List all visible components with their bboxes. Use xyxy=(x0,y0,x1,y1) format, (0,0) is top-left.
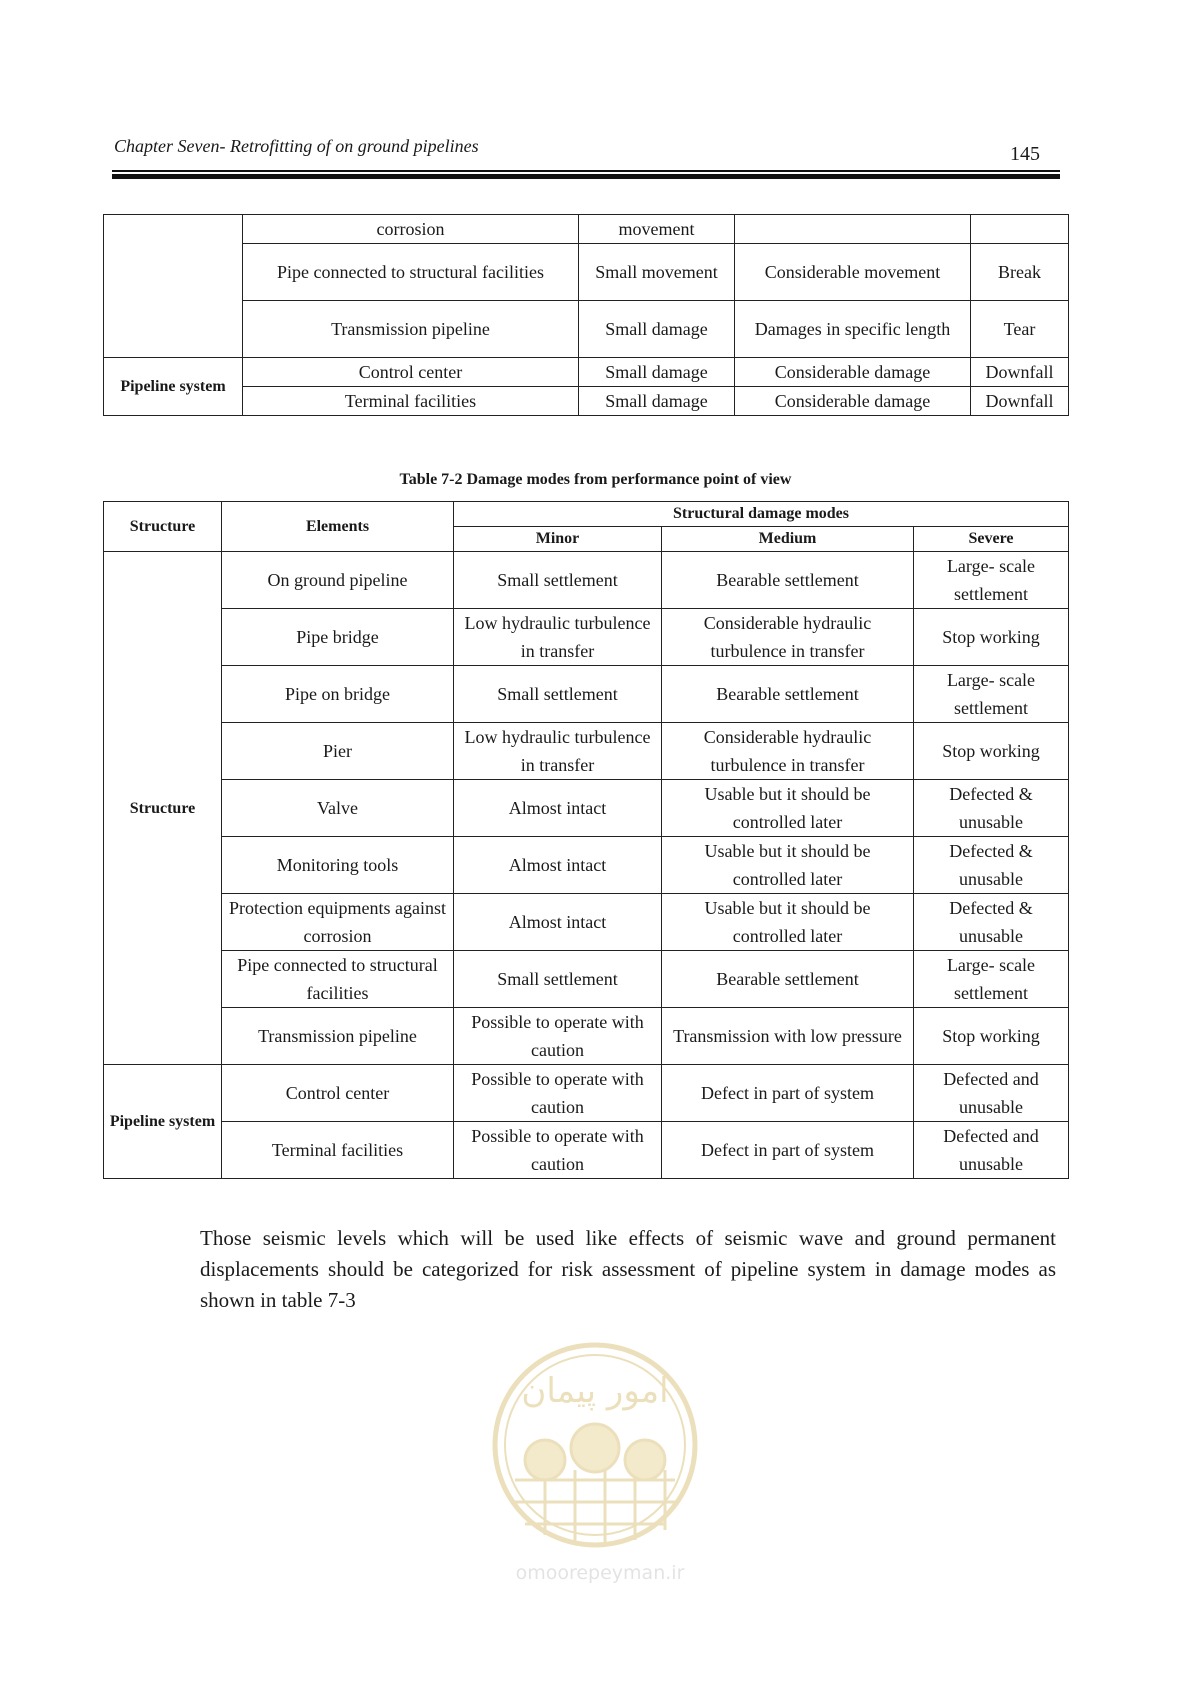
severe-cell: Stop working xyxy=(914,609,1069,666)
medium-cell: Damages in specific length xyxy=(735,301,971,358)
severe-cell: Defected and unusable xyxy=(914,1122,1069,1179)
table-row xyxy=(104,358,1069,387)
medium-cell: Considerable damage xyxy=(735,358,971,387)
table-row xyxy=(104,387,1069,416)
element-cell: Monitoring tools xyxy=(222,837,454,894)
group-cell-empty xyxy=(104,215,243,358)
table-row xyxy=(104,780,1069,837)
medium-cell: Bearable settlement xyxy=(662,951,914,1008)
header-medium: Medium xyxy=(662,527,914,552)
header-rule-thin xyxy=(112,170,1060,172)
table-row xyxy=(104,951,1069,1008)
table-caption: Table 7-2 Damage modes from performance point of view xyxy=(399,471,792,488)
medium-cell: Considerable hydraulic turbulence in transfer xyxy=(662,723,914,780)
group-cell-structure: Structure xyxy=(104,552,222,1065)
seal-icon xyxy=(475,1330,725,1560)
element-cell: Pipe on bridge xyxy=(222,666,454,723)
medium-cell: Defect in part of system xyxy=(662,1122,914,1179)
medium-cell: Usable but it should be controlled later xyxy=(662,780,914,837)
table-row xyxy=(104,215,1069,244)
severe-cell: Large- scale settlement xyxy=(914,666,1069,723)
element-cell: Pipe bridge xyxy=(222,609,454,666)
table-header-row xyxy=(104,502,1069,527)
table-7-2 xyxy=(103,501,1069,1179)
minor-cell: Small settlement xyxy=(454,951,662,1008)
medium-cell: Bearable settlement xyxy=(662,666,914,723)
running-header: Chapter Seven- Retrofitting of on ground pipelines xyxy=(114,136,479,156)
table-row xyxy=(104,1008,1069,1065)
group-cell-pipeline-system: Pipeline system xyxy=(104,1065,222,1179)
minor-cell: Possible to operate with caution xyxy=(454,1122,662,1179)
medium-cell: Considerable movement xyxy=(735,244,971,301)
table-row xyxy=(104,1065,1069,1122)
table-row xyxy=(104,837,1069,894)
table-row xyxy=(104,552,1069,609)
element-cell: Terminal facilities xyxy=(243,387,579,416)
severe-cell: Large- scale settlement xyxy=(914,552,1069,609)
medium-cell: Bearable settlement xyxy=(662,552,914,609)
minor-cell: Small settlement xyxy=(454,552,662,609)
seal-text: امور پیمان xyxy=(521,1371,669,1411)
header-damage-modes: Structural damage modes xyxy=(454,502,1069,527)
page-number: 145 xyxy=(1010,143,1040,165)
severe-cell: Defected & unusable xyxy=(914,837,1069,894)
severe-cell: Defected and unusable xyxy=(914,1065,1069,1122)
header-structure: Structure xyxy=(104,502,222,552)
medium-cell: Defect in part of system xyxy=(662,1065,914,1122)
minor-cell: Almost intact xyxy=(454,894,662,951)
header-severe: Severe xyxy=(914,527,1069,552)
element-cell: Terminal facilities xyxy=(222,1122,454,1179)
medium-cell: Usable but it should be controlled later xyxy=(662,837,914,894)
table-row xyxy=(104,301,1069,358)
element-cell: Control center xyxy=(222,1065,454,1122)
table-7-1-continued xyxy=(103,214,1069,416)
header-elements: Elements xyxy=(222,502,454,552)
minor-cell: Small movement xyxy=(579,244,735,301)
severe-cell: Stop working xyxy=(914,723,1069,780)
minor-cell: Small damage xyxy=(579,301,735,358)
severe-cell: Break xyxy=(971,244,1069,301)
table-row xyxy=(104,723,1069,780)
severe-cell: Stop working xyxy=(914,1008,1069,1065)
medium-cell: Usable but it should be controlled later xyxy=(662,894,914,951)
minor-cell: Small settlement xyxy=(454,666,662,723)
minor-cell: movement xyxy=(579,215,735,244)
table-row xyxy=(104,244,1069,301)
element-cell: Pipe connected to structural facilities xyxy=(222,951,454,1008)
element-cell: Pipe connected to structural facilities xyxy=(243,244,579,301)
header-rule-thick xyxy=(112,174,1060,179)
table-row xyxy=(104,894,1069,951)
medium-cell xyxy=(735,215,971,244)
severe-cell: Defected & unusable xyxy=(914,780,1069,837)
element-cell: Control center xyxy=(243,358,579,387)
element-cell: Protection equipments against corrosion xyxy=(222,894,454,951)
medium-cell: Considerable damage xyxy=(735,387,971,416)
element-cell: Transmission pipeline xyxy=(222,1008,454,1065)
element-cell: Valve xyxy=(222,780,454,837)
table-row xyxy=(104,609,1069,666)
element-cell: Transmission pipeline xyxy=(243,301,579,358)
severe-cell xyxy=(971,215,1069,244)
watermark-site: omoorepeyman.ir xyxy=(515,1562,685,1584)
element-cell: corrosion xyxy=(243,215,579,244)
watermark-logo xyxy=(475,1330,725,1600)
header-minor: Minor xyxy=(454,527,662,552)
severe-cell: Downfall xyxy=(971,358,1069,387)
body-paragraph: Those seismic levels which will be used like effects of seismic wave and ground permanent displacements should be categorized for risk assessment of pipeline system in damage modes as shown in table 7-3 xyxy=(200,1226,1056,1312)
minor-cell: Small damage xyxy=(579,387,735,416)
minor-cell: Almost intact xyxy=(454,837,662,894)
severe-cell: Defected & unusable xyxy=(914,894,1069,951)
minor-cell: Possible to operate with caution xyxy=(454,1065,662,1122)
element-cell: On ground pipeline xyxy=(222,552,454,609)
group-cell-pipeline-system: Pipeline system xyxy=(104,358,243,416)
minor-cell: Small damage xyxy=(579,358,735,387)
table-row xyxy=(104,1122,1069,1179)
severe-cell: Tear xyxy=(971,301,1069,358)
minor-cell: Possible to operate with caution xyxy=(454,1008,662,1065)
element-cell: Pier xyxy=(222,723,454,780)
medium-cell: Considerable hydraulic turbulence in transfer xyxy=(662,609,914,666)
minor-cell: Almost intact xyxy=(454,780,662,837)
minor-cell: Low hydraulic turbulence in transfer xyxy=(454,609,662,666)
minor-cell: Low hydraulic turbulence in transfer xyxy=(454,723,662,780)
severe-cell: Large- scale settlement xyxy=(914,951,1069,1008)
table-row xyxy=(104,666,1069,723)
severe-cell: Downfall xyxy=(971,387,1069,416)
medium-cell: Transmission with low pressure xyxy=(662,1008,914,1065)
